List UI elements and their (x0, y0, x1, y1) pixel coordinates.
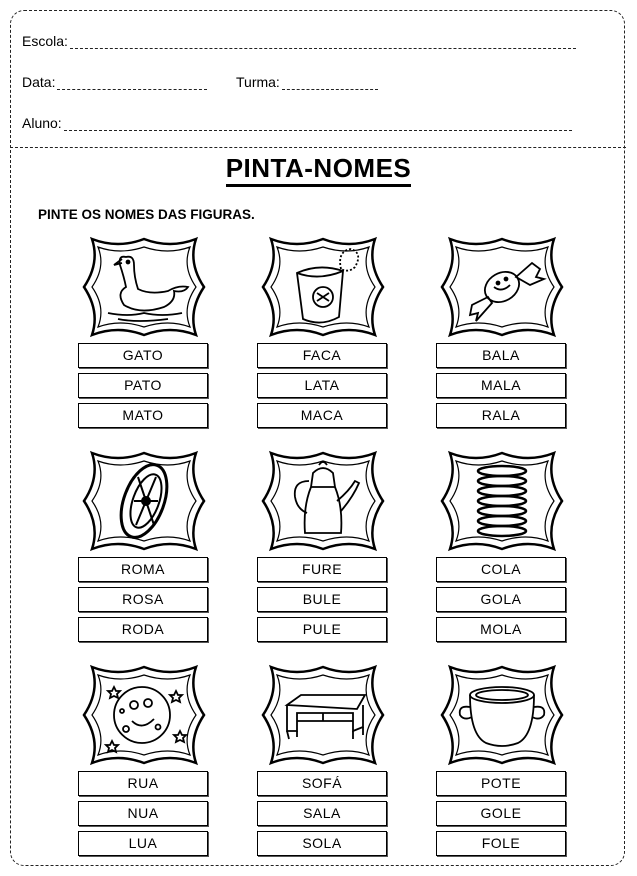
picture-card (436, 447, 568, 637)
class-field[interactable] (236, 74, 378, 90)
word-option[interactable]: BALA (436, 343, 566, 368)
page-title: PINTA-NOMES (0, 153, 637, 184)
word-option[interactable]: PATO (78, 373, 208, 398)
word-option[interactable]: NUA (78, 801, 208, 826)
class-label: Turma: (236, 74, 280, 90)
picture-card (436, 661, 568, 851)
school-line[interactable] (70, 37, 576, 49)
word-option[interactable]: COLA (436, 557, 566, 582)
pillow-frame (257, 661, 389, 769)
student-label: Aluno: (22, 115, 62, 131)
word-option[interactable]: BULE (257, 587, 387, 612)
word-option[interactable]: SOLA (257, 831, 387, 856)
instruction-text: PINTE OS NOMES DAS FIGURAS. (38, 207, 255, 222)
word-option[interactable]: FURE (257, 557, 387, 582)
header-divider (10, 147, 626, 148)
school-label: Escola: (22, 33, 68, 49)
pillow-frame (436, 233, 568, 341)
picture-card (436, 233, 568, 423)
pillow-frame (436, 661, 568, 769)
word-option[interactable]: GATO (78, 343, 208, 368)
picture-card (78, 661, 210, 851)
word-option[interactable]: SALA (257, 801, 387, 826)
word-option[interactable]: GOLE (436, 801, 566, 826)
date-label: Data: (22, 74, 56, 90)
word-option[interactable]: LATA (257, 373, 387, 398)
date-line[interactable] (57, 78, 207, 90)
school-field[interactable] (22, 33, 576, 49)
picture-card (78, 233, 210, 423)
word-option[interactable]: MOLA (436, 617, 566, 642)
word-option[interactable]: RODA (78, 617, 208, 642)
word-option[interactable]: LUA (78, 831, 208, 856)
word-option[interactable]: MACA (257, 403, 387, 428)
pillow-frame (78, 661, 210, 769)
picture-card (78, 447, 210, 637)
word-option[interactable]: MATO (78, 403, 208, 428)
word-option[interactable]: GOLA (436, 587, 566, 612)
date-field[interactable] (22, 74, 207, 90)
word-option[interactable]: SOFÁ (257, 771, 387, 796)
picture-card (257, 661, 389, 851)
pillow-frame (436, 447, 568, 555)
class-line[interactable] (282, 78, 378, 90)
word-option[interactable]: MALA (436, 373, 566, 398)
word-option[interactable]: POTE (436, 771, 566, 796)
student-field[interactable] (22, 115, 572, 131)
word-option[interactable]: ROSA (78, 587, 208, 612)
word-option[interactable]: RALA (436, 403, 566, 428)
pillow-frame (257, 233, 389, 341)
word-option[interactable]: FACA (257, 343, 387, 368)
word-option[interactable]: PULE (257, 617, 387, 642)
picture-card (257, 447, 389, 637)
picture-card (257, 233, 389, 423)
word-option[interactable]: FOLE (436, 831, 566, 856)
student-line[interactable] (64, 119, 572, 131)
pillow-frame (257, 447, 389, 555)
word-option[interactable]: RUA (78, 771, 208, 796)
pillow-frame (78, 447, 210, 555)
word-option[interactable]: ROMA (78, 557, 208, 582)
pillow-frame (78, 233, 210, 341)
